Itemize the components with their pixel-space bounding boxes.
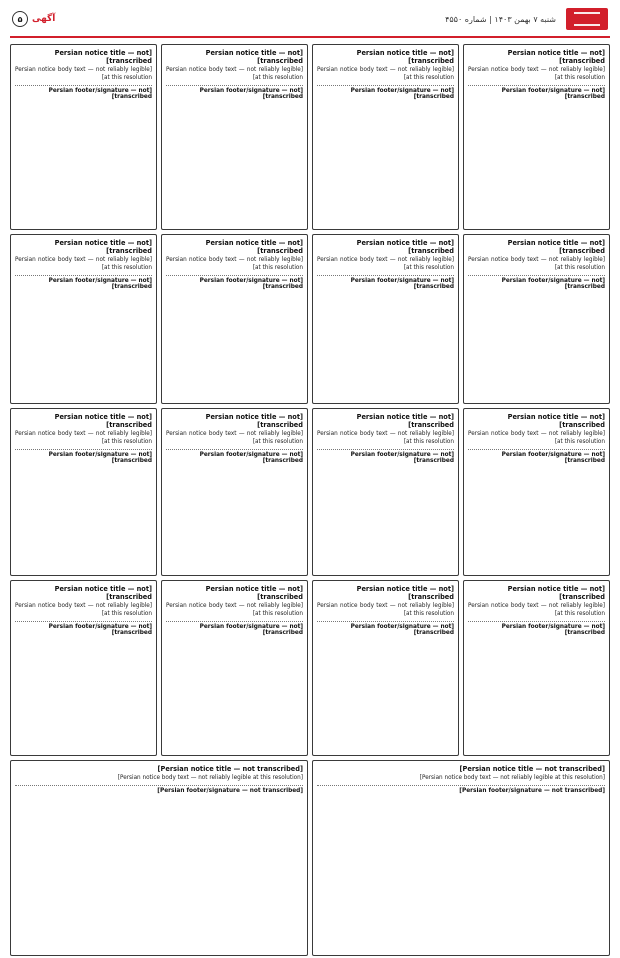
notice-box: [312, 408, 459, 576]
notice-box: [161, 580, 308, 756]
notice-footer: [Persian footer/signature — not transcribed]: [317, 85, 454, 100]
notice-footer: [Persian footer/signature — not transcribed]: [15, 275, 152, 290]
notice-footer: [Persian footer/signature — not transcribed]: [15, 621, 152, 636]
notice-title: [Persian notice title — not transcribed]: [356, 585, 454, 602]
notice-title: [Persian notice title — not transcribed]: [507, 49, 605, 66]
notice-box-wide: [312, 760, 610, 956]
notice-body: [Persian notice body text — not reliably legible at this resolution]: [117, 775, 303, 782]
page-header: [10, 6, 610, 38]
notice-box: [161, 234, 308, 404]
notice-body: [Persian notice body text — not reliably legible at this resolution]: [317, 431, 454, 445]
notice-box: [10, 44, 157, 230]
notice-body: [Persian notice body text — not reliably legible at this resolution]: [468, 257, 605, 271]
notice-title: [Persian notice title — not transcribed]: [54, 239, 152, 256]
notice-body: [Persian notice body text — not reliably legible at this resolution]: [317, 67, 454, 81]
notice-body: [Persian notice body text — not reliably legible at this resolution]: [317, 603, 454, 617]
notice-footer: [Persian footer/signature — not transcribed]: [15, 785, 303, 794]
notice-title: [Persian notice title — not transcribed]: [54, 585, 152, 602]
notice-body: [Persian notice body text — not reliably legible at this resolution]: [166, 67, 303, 81]
notice-title: [Persian notice title — not transcribed]: [507, 585, 605, 602]
notice-box: [161, 44, 308, 230]
notice-box: [463, 408, 610, 576]
notice-footer: [Persian footer/signature — not transcribed]: [317, 621, 454, 636]
notice-body: [Persian notice body text — not reliably legible at this resolution]: [15, 67, 152, 81]
notice-title: [Persian notice title — not transcribed]: [205, 413, 303, 430]
notice-body: [Persian notice body text — not reliably legible at this resolution]: [468, 431, 605, 445]
notice-footer: [Persian footer/signature — not transcribed]: [166, 275, 303, 290]
newspaper-logo: [566, 8, 608, 30]
notice-box: [10, 234, 157, 404]
section-tag: [12, 11, 55, 27]
notice-title: [Persian notice title — not transcribed]: [54, 49, 152, 66]
notice-footer: [Persian footer/signature — not transcribed]: [166, 85, 303, 100]
notice-body: [Persian notice body text — not reliably legible at this resolution]: [166, 431, 303, 445]
notice-body: [Persian notice body text — not reliably legible at this resolution]: [419, 775, 605, 782]
section-label: آگهی: [32, 14, 56, 24]
notice-body: [Persian notice body text — not reliably legible at this resolution]: [468, 603, 605, 617]
notice-body: [Persian notice body text — not reliably legible at this resolution]: [468, 67, 605, 81]
notice-title: [Persian notice title — not transcribed]: [459, 765, 605, 773]
notice-body: [Persian notice body text — not reliably legible at this resolution]: [15, 603, 152, 617]
notice-title: [Persian notice title — not transcribed]: [356, 413, 454, 430]
notice-footer: [Persian footer/signature — not transcribed]: [166, 449, 303, 464]
notices-grid: [10, 44, 610, 948]
notice-title: [Persian notice title — not transcribed]: [507, 413, 605, 430]
notice-body: [Persian notice body text — not reliably legible at this resolution]: [166, 603, 303, 617]
notice-box: [312, 234, 459, 404]
notice-box: [161, 408, 308, 576]
notice-title: [Persian notice title — not transcribed]: [157, 765, 303, 773]
notice-box: [463, 234, 610, 404]
issue-meta: شنبه ۷ بهمن ۱۴۰۳ | شماره ۴۵۵۰: [445, 14, 556, 24]
notice-footer: [Persian footer/signature — not transcribed]: [468, 275, 605, 290]
notice-box: [312, 44, 459, 230]
notice-title: [Persian notice title — not transcribed]: [54, 413, 152, 430]
page-number-badge: ۵: [12, 11, 28, 27]
notice-body: [Persian notice body text — not reliably legible at this resolution]: [166, 257, 303, 271]
notice-box: [463, 580, 610, 756]
notice-footer: [Persian footer/signature — not transcribed]: [317, 449, 454, 464]
notice-footer: [Persian footer/signature — not transcribed]: [166, 621, 303, 636]
brand: [445, 8, 608, 30]
notice-footer: [Persian footer/signature — not transcribed]: [317, 785, 605, 794]
notice-footer: [Persian footer/signature — not transcribed]: [468, 449, 605, 464]
notice-title: [Persian notice title — not transcribed]: [356, 49, 454, 66]
notice-title: [Persian notice title — not transcribed]: [507, 239, 605, 256]
notice-footer: [Persian footer/signature — not transcribed]: [468, 85, 605, 100]
notice-footer: [Persian footer/signature — not transcribed]: [317, 275, 454, 290]
notice-footer: [Persian footer/signature — not transcribed]: [468, 621, 605, 636]
notice-footer: [Persian footer/signature — not transcribed]: [15, 85, 152, 100]
notice-box: [312, 580, 459, 756]
notice-body: [Persian notice body text — not reliably legible at this resolution]: [15, 431, 152, 445]
notice-title: [Persian notice title — not transcribed]: [356, 239, 454, 256]
notice-box: [10, 580, 157, 756]
notice-title: [Persian notice title — not transcribed]: [205, 239, 303, 256]
notice-body: [Persian notice body text — not reliably legible at this resolution]: [15, 257, 152, 271]
notice-title: [Persian notice title — not transcribed]: [205, 585, 303, 602]
notice-box-wide: [10, 760, 308, 956]
notice-footer: [Persian footer/signature — not transcribed]: [15, 449, 152, 464]
notice-box: [10, 408, 157, 576]
notice-title: [Persian notice title — not transcribed]: [205, 49, 303, 66]
notice-body: [Persian notice body text — not reliably legible at this resolution]: [317, 257, 454, 271]
notice-box: [463, 44, 610, 230]
